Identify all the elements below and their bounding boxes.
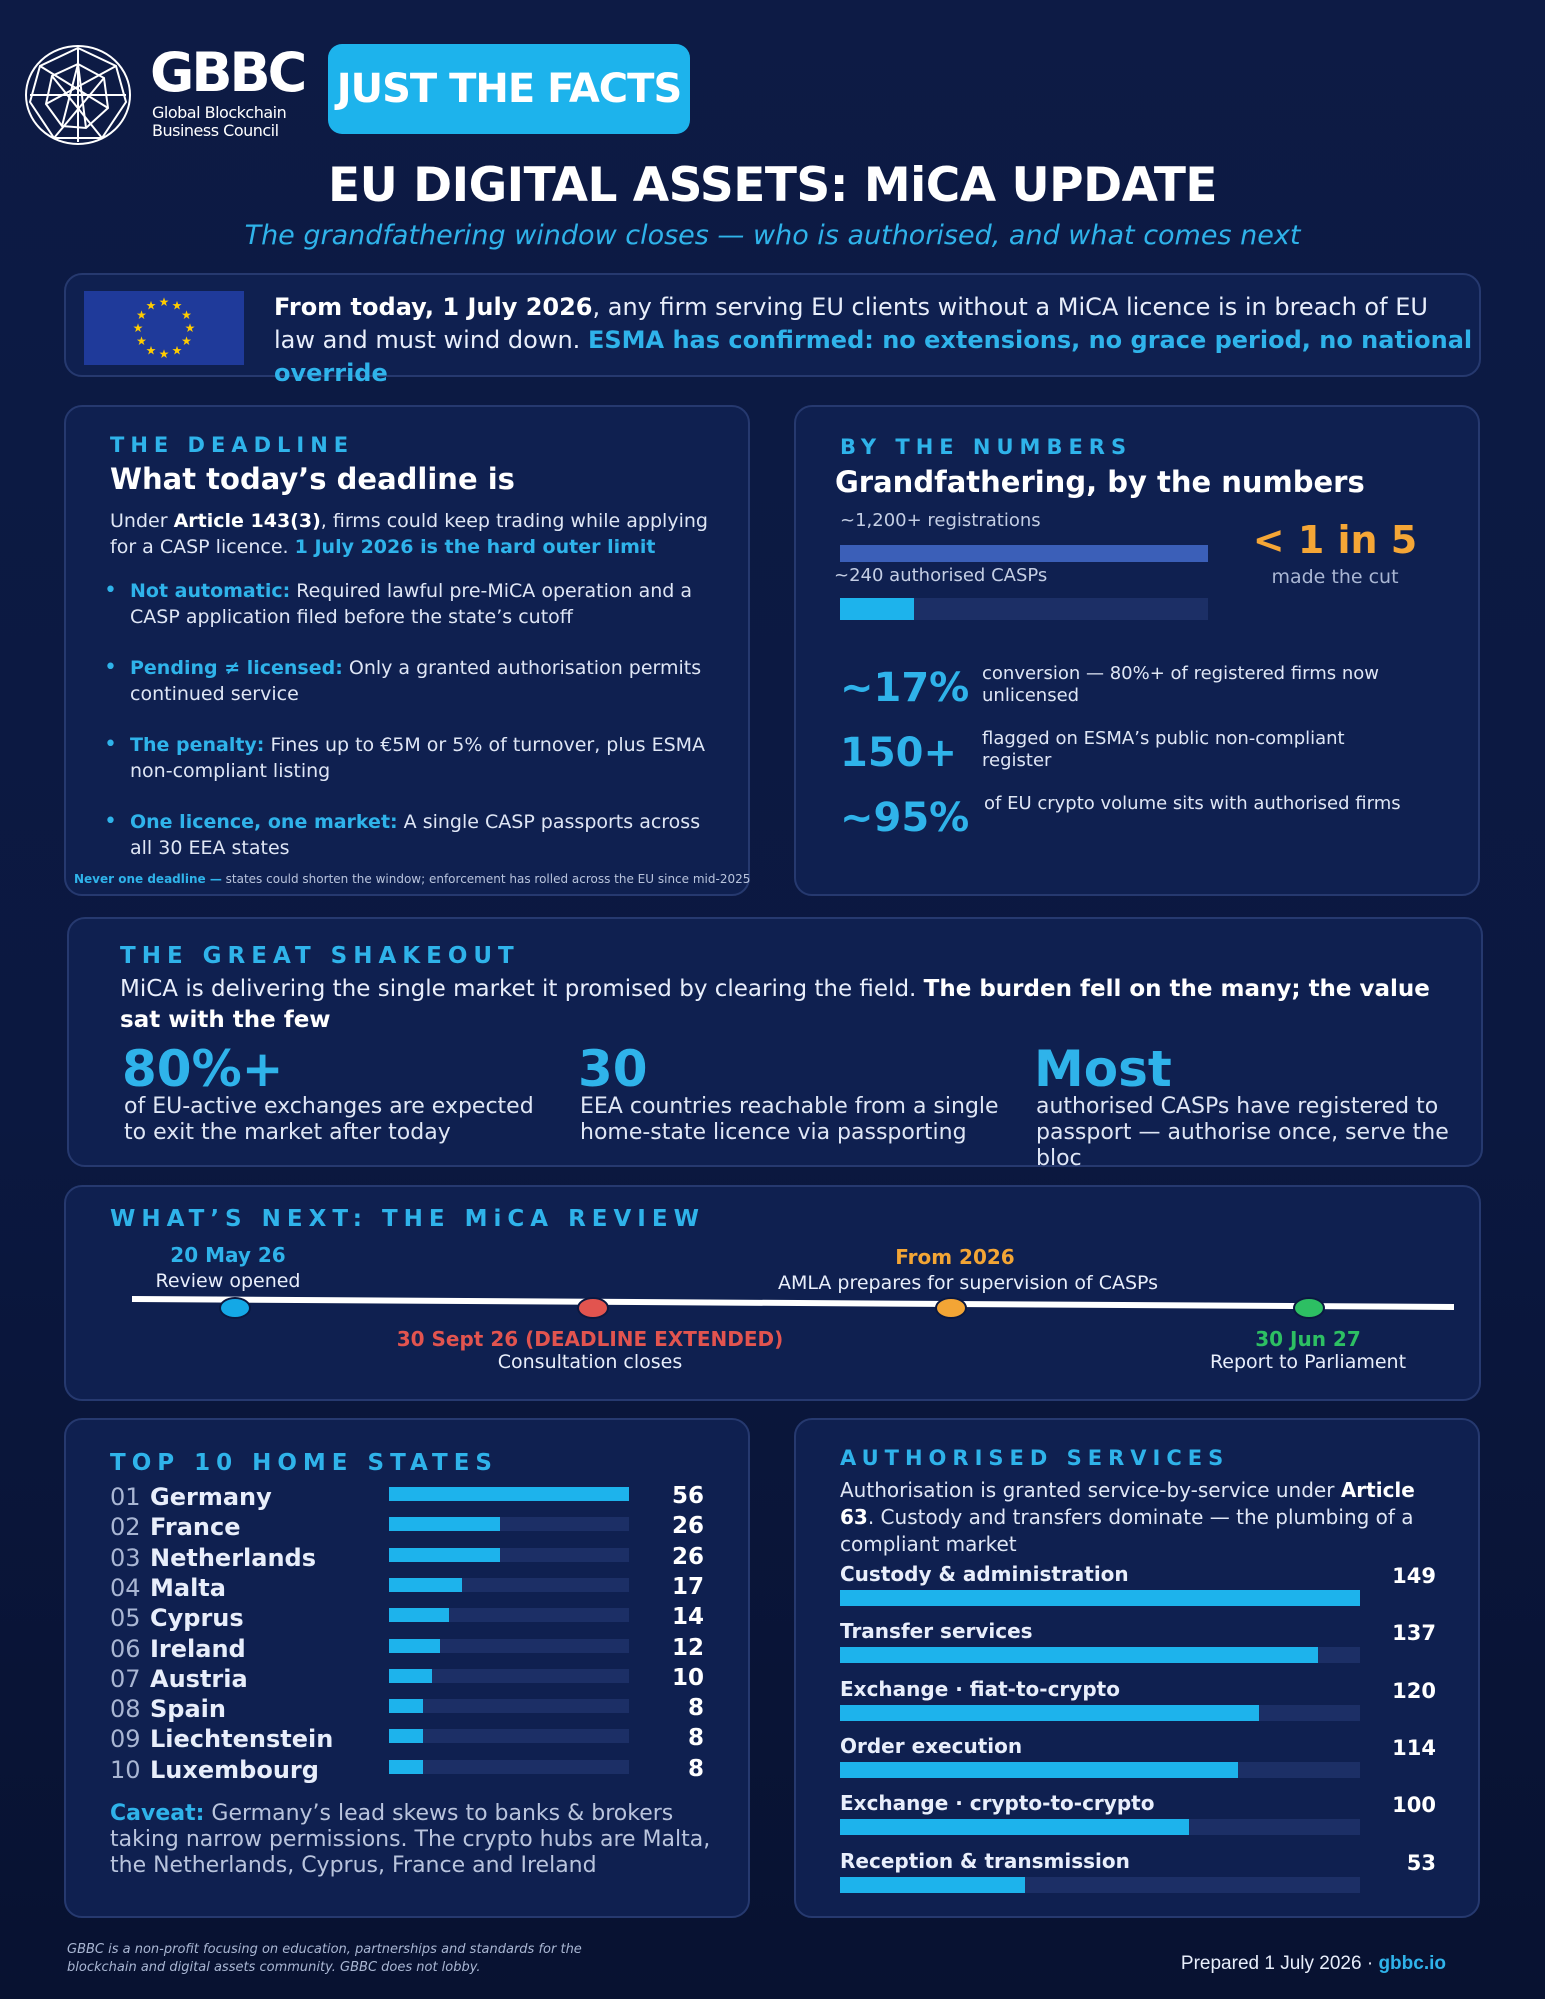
eu-star-icon: ★: [181, 308, 192, 322]
ratio-value: < 1 in 5: [1252, 518, 1418, 562]
home-state-name: Spain: [150, 1695, 226, 1724]
service-name: Order execution: [840, 1733, 1023, 1758]
registrations-label: ~1,200+ registrations: [840, 510, 1041, 531]
service-bar-fill: [840, 1590, 1360, 1606]
service-bar-fill: [840, 1877, 1025, 1893]
home-state-rank: 10: [110, 1755, 141, 1784]
shakeout-intro-text: MiCA is delivering the single market it promised by clearing the field.: [120, 976, 924, 1002]
deadline-intro-highlight: 1 July 2026 is the hard outer limit: [294, 536, 656, 558]
home-state-bar: [389, 1487, 629, 1501]
eu-star-icon: ★: [145, 298, 157, 313]
home-states-kicker: TOP 10 HOME STATES: [110, 1450, 498, 1476]
service-value: 100: [1392, 1793, 1436, 1818]
deadline-bullet: [130, 655, 720, 707]
service-bar: [840, 1647, 1360, 1663]
caveat-lead: Caveat:: [110, 1801, 205, 1826]
home-state-bar-fill: [389, 1578, 462, 1592]
deadline-bullet-text: Only a granted authorisation permits continued service: [130, 657, 702, 705]
home-state-name: Liechtenstein: [150, 1725, 334, 1754]
home-state-bar: [389, 1578, 629, 1592]
footer-prepared: [1000, 1953, 1446, 1975]
home-state-name: Germany: [150, 1483, 272, 1511]
home-state-bar: [389, 1669, 629, 1683]
brand-name: GBBC: [150, 41, 305, 104]
authorised-label: ~240 authorised CASPs: [834, 565, 1048, 586]
authorised-bar: [840, 598, 1208, 620]
home-state-rank: 09: [110, 1725, 141, 1754]
deadline-intro-article: Article 143(3): [173, 510, 321, 532]
deadline-footnote-lead: Never one deadline —: [74, 872, 222, 886]
brand-line-2: Business Council: [152, 121, 279, 140]
service-bar: [840, 1762, 1360, 1778]
service-bar-fill: [840, 1819, 1189, 1835]
home-state-value: 14: [671, 1604, 704, 1631]
home-state-value: 17: [671, 1573, 704, 1600]
timeline-date: 30 Sept 26 (DEADLINE EXTENDED): [396, 1327, 784, 1351]
service-name: Transfer services: [840, 1619, 1033, 1644]
services-intro-pre: Authorisation is granted service-by-service under: [840, 1478, 1341, 1502]
home-state-name: Luxembourg: [150, 1755, 319, 1784]
review-kicker: WHAT’S NEXT: THE MiCA REVIEW: [110, 1206, 705, 1232]
home-state-bar-fill: [389, 1608, 449, 1622]
eu-star-icon: ★: [171, 343, 183, 358]
service-bar: [840, 1819, 1360, 1835]
bullet-dot-icon: •: [104, 578, 117, 603]
stat-value: 150+: [840, 730, 958, 776]
shakeout-stat-text: EEA countries reachable from a single home-state licence via passporting: [580, 1094, 999, 1145]
site-link[interactable]: gbbc.io: [1378, 1953, 1446, 1974]
home-state-value: 8: [687, 1725, 704, 1752]
timeline-date: From 2026: [895, 1245, 1015, 1269]
home-state-value: 12: [671, 1634, 704, 1661]
numbers-title: Grandfathering, by the numbers: [835, 465, 1365, 499]
home-state-rank: 06: [110, 1634, 141, 1663]
service-value: 120: [1392, 1678, 1436, 1703]
shakeout-stat-value: 80%+: [122, 1040, 284, 1098]
shakeout-stat-text: authorised CASPs have registered to passport — authorise once, serve the bloc: [1036, 1094, 1449, 1171]
home-state-bar: [389, 1699, 629, 1713]
deadline-bullet-text: Fines up to €5M or 5% of turnover, plus ESMA non-compliant listing: [130, 734, 706, 782]
service-bar: [840, 1590, 1360, 1606]
timeline-dot-consultation: [577, 1297, 609, 1319]
gbbc-globe-logo-icon: [22, 42, 134, 148]
timeline-date: 20 May 26: [170, 1243, 286, 1267]
home-state-value: 26: [671, 1513, 704, 1540]
home-state-bar: [389, 1729, 629, 1743]
deadline-footnote-text: states could shorten the window; enforcement has rolled across the EU since mid-2025: [221, 872, 751, 886]
service-value: 149: [1392, 1564, 1436, 1588]
banner-body: , any firm serving EU clients without a MiCA licence is in breach of EU law and must wind down.: [274, 293, 1428, 354]
home-state-value: 8: [687, 1695, 704, 1722]
home-state-bar: [389, 1760, 629, 1774]
deadline-footnote: [74, 872, 751, 886]
just-the-facts-badge: JUST THE FACTS: [328, 44, 690, 134]
deadline-bullet-lead: Pending ≠ licensed:: [130, 657, 343, 679]
banner-highlight: ESMA has confirmed: no extensions, no grace period, no national override: [274, 326, 1473, 387]
registrations-bar-fill: [840, 545, 1208, 562]
shakeout-intro: [120, 974, 1440, 1036]
stat-text: of EU crypto volume sits with authorised firms: [984, 793, 1401, 814]
page-title: EU DIGITAL ASSETS: MiCA UPDATE: [327, 158, 1218, 213]
deadline-bullet: [130, 578, 720, 630]
home-state-rank: 07: [110, 1664, 141, 1693]
service-value: 114: [1392, 1735, 1436, 1760]
bullet-dot-icon: •: [104, 732, 117, 757]
deadline-bullet-lead: The penalty:: [130, 734, 265, 756]
registrations-bar: [840, 545, 1208, 562]
deadline-bullet-lead: One licence, one market:: [130, 811, 398, 833]
timeline-label: Report to Parliament: [1209, 1351, 1407, 1373]
shakeout-kicker: THE GREAT SHAKEOUT: [120, 943, 520, 969]
deadline-intro-pre: Under: [110, 510, 174, 532]
eu-star-icon: ★: [184, 321, 196, 335]
home-state-value: 56: [671, 1483, 704, 1509]
eu-star-icon: ★: [171, 298, 183, 313]
home-state-bar: [389, 1639, 629, 1653]
deadline-intro-post: , firms could keep trading while applying for a CASP licence.: [110, 510, 708, 558]
eu-star-icon: ★: [136, 308, 147, 322]
stat-text: conversion — 80%+ of registered firms now unlicensed: [982, 663, 1380, 706]
home-state-rank: 04: [110, 1573, 141, 1602]
services-kicker: AUTHORISED SERVICES: [840, 1446, 1230, 1470]
home-state-name: Cyprus: [150, 1604, 244, 1633]
deadline-bullet-lead: Not automatic:: [130, 580, 291, 602]
home-state-bar: [389, 1517, 629, 1531]
shakeout-stat-value: 30: [578, 1040, 648, 1098]
home-state-bar-fill: [389, 1639, 440, 1653]
timeline-label: AMLA prepares for supervision of CASPs: [777, 1272, 1159, 1294]
numbers-kicker: BY THE NUMBERS: [840, 435, 1133, 459]
home-state-bar: [389, 1608, 629, 1622]
home-state-bar-fill: [389, 1729, 423, 1743]
breach-banner: [64, 273, 1481, 387]
home-state-value: 8: [687, 1755, 704, 1782]
service-bar-fill: [840, 1647, 1318, 1663]
timeline-dot-report: [1293, 1297, 1325, 1319]
service-bar: [840, 1877, 1360, 1893]
stat-value: ~17%: [840, 665, 970, 711]
home-state-bar-fill: [389, 1487, 629, 1501]
home-state-rank: 03: [110, 1543, 141, 1572]
service-name: Exchange · fiat-to-crypto: [840, 1676, 1120, 1701]
stat-text: flagged on ESMA’s public non-compliant register: [982, 728, 1345, 771]
caveat-text: Germany’s lead skews to banks & brokers taking narrow permissions. The crypto hubs are Malta, the Netherlands, Cyprus, France and Ireland: [110, 1801, 711, 1878]
banner-text: [274, 291, 1474, 390]
home-state-bar-fill: [389, 1548, 500, 1562]
brand-line-1: Global Blockchain: [152, 103, 287, 122]
home-state-rank: 08: [110, 1695, 141, 1724]
deadline-bullet-text: Required lawful pre-MiCA operation and a CASP application filed before the state’s cutoff: [130, 580, 693, 628]
footer-disclaimer: GBBC is a non-profit focusing on education, partnerships and standards for the blockchain and digital assets community. GBBC does not lobby.: [67, 1942, 582, 1975]
service-name: Reception & transmission: [840, 1848, 1130, 1873]
home-state-name: Malta: [150, 1573, 226, 1602]
timeline-label: Review opened: [155, 1270, 301, 1292]
stat-value: ~95%: [840, 795, 970, 841]
deadline-bullet-text: A single CASP passports across all 30 EEA states: [130, 811, 701, 859]
bullet-dot-icon: •: [104, 809, 117, 834]
home-state-name: Netherlands: [150, 1543, 317, 1572]
timeline-date: 30 Jun 27: [1255, 1327, 1361, 1351]
deadline-kicker: THE DEADLINE: [110, 433, 355, 457]
shakeout-intro-bold: The burden fell on the many; the value sat with the few: [120, 976, 1430, 1033]
service-name: Custody & administration: [840, 1562, 1129, 1586]
page-subtitle: The grandfathering window closes — who is authorised, and what comes next: [244, 220, 1301, 251]
service-name: Exchange · crypto-to-crypto: [840, 1791, 1155, 1816]
home-state-name: France: [150, 1513, 241, 1542]
home-state-rank: 02: [110, 1513, 141, 1542]
bullet-dot-icon: •: [104, 655, 117, 680]
home-state-name: Austria: [150, 1664, 248, 1693]
service-bar-fill: [840, 1705, 1259, 1721]
prepared-date: Prepared 1 July 2026 ·: [1180, 1953, 1379, 1974]
authorised-bar-fill: [840, 598, 914, 620]
home-states-caveat: [110, 1801, 730, 1879]
home-state-bar-fill: [389, 1699, 423, 1713]
home-state-bar-fill: [389, 1669, 432, 1683]
eu-star-icon: ★: [136, 334, 147, 348]
home-state-rank: 01: [110, 1483, 141, 1511]
home-state-bar: [389, 1548, 629, 1562]
deadline-intro: [110, 508, 710, 560]
eu-star-icon: ★: [132, 321, 144, 335]
shakeout-stat-text: of EU-active exchanges are expected to exit the market after today: [124, 1094, 534, 1145]
timeline-label: Consultation closes: [497, 1351, 683, 1373]
services-intro: [840, 1477, 1450, 1558]
eu-flag-icon: [84, 291, 244, 365]
shakeout-stat-value: Most: [1034, 1040, 1172, 1098]
timeline-dot-review-opened: [219, 1297, 251, 1319]
deadline-bullet: [130, 732, 720, 784]
service-bar-fill: [840, 1762, 1238, 1778]
home-state-value: 10: [671, 1664, 704, 1691]
services-intro-article: Article 63: [840, 1478, 1415, 1529]
services-intro-post: . Custody and transfers dominate — the plumbing of a compliant market: [840, 1505, 1414, 1556]
deadline-bullet: [130, 809, 720, 861]
eu-star-icon: ★: [158, 347, 170, 361]
ratio-caption: made the cut: [1271, 566, 1399, 588]
home-state-rank: 05: [110, 1604, 141, 1633]
service-bar: [840, 1705, 1360, 1721]
home-state-name: Ireland: [150, 1634, 246, 1663]
home-state-value: 26: [671, 1543, 704, 1570]
service-value: 137: [1392, 1621, 1436, 1646]
eu-star-icon: ★: [181, 334, 192, 348]
eu-star-icon: ★: [145, 343, 157, 358]
eu-star-icon: ★: [158, 295, 170, 309]
service-value: 53: [1406, 1850, 1436, 1875]
home-state-bar-fill: [389, 1517, 500, 1531]
timeline-dot-amla: [935, 1297, 967, 1319]
deadline-title: What today’s deadline is: [110, 462, 515, 496]
home-state-bar-fill: [389, 1760, 423, 1774]
banner-lead: From today, 1 July 2026: [274, 293, 593, 321]
